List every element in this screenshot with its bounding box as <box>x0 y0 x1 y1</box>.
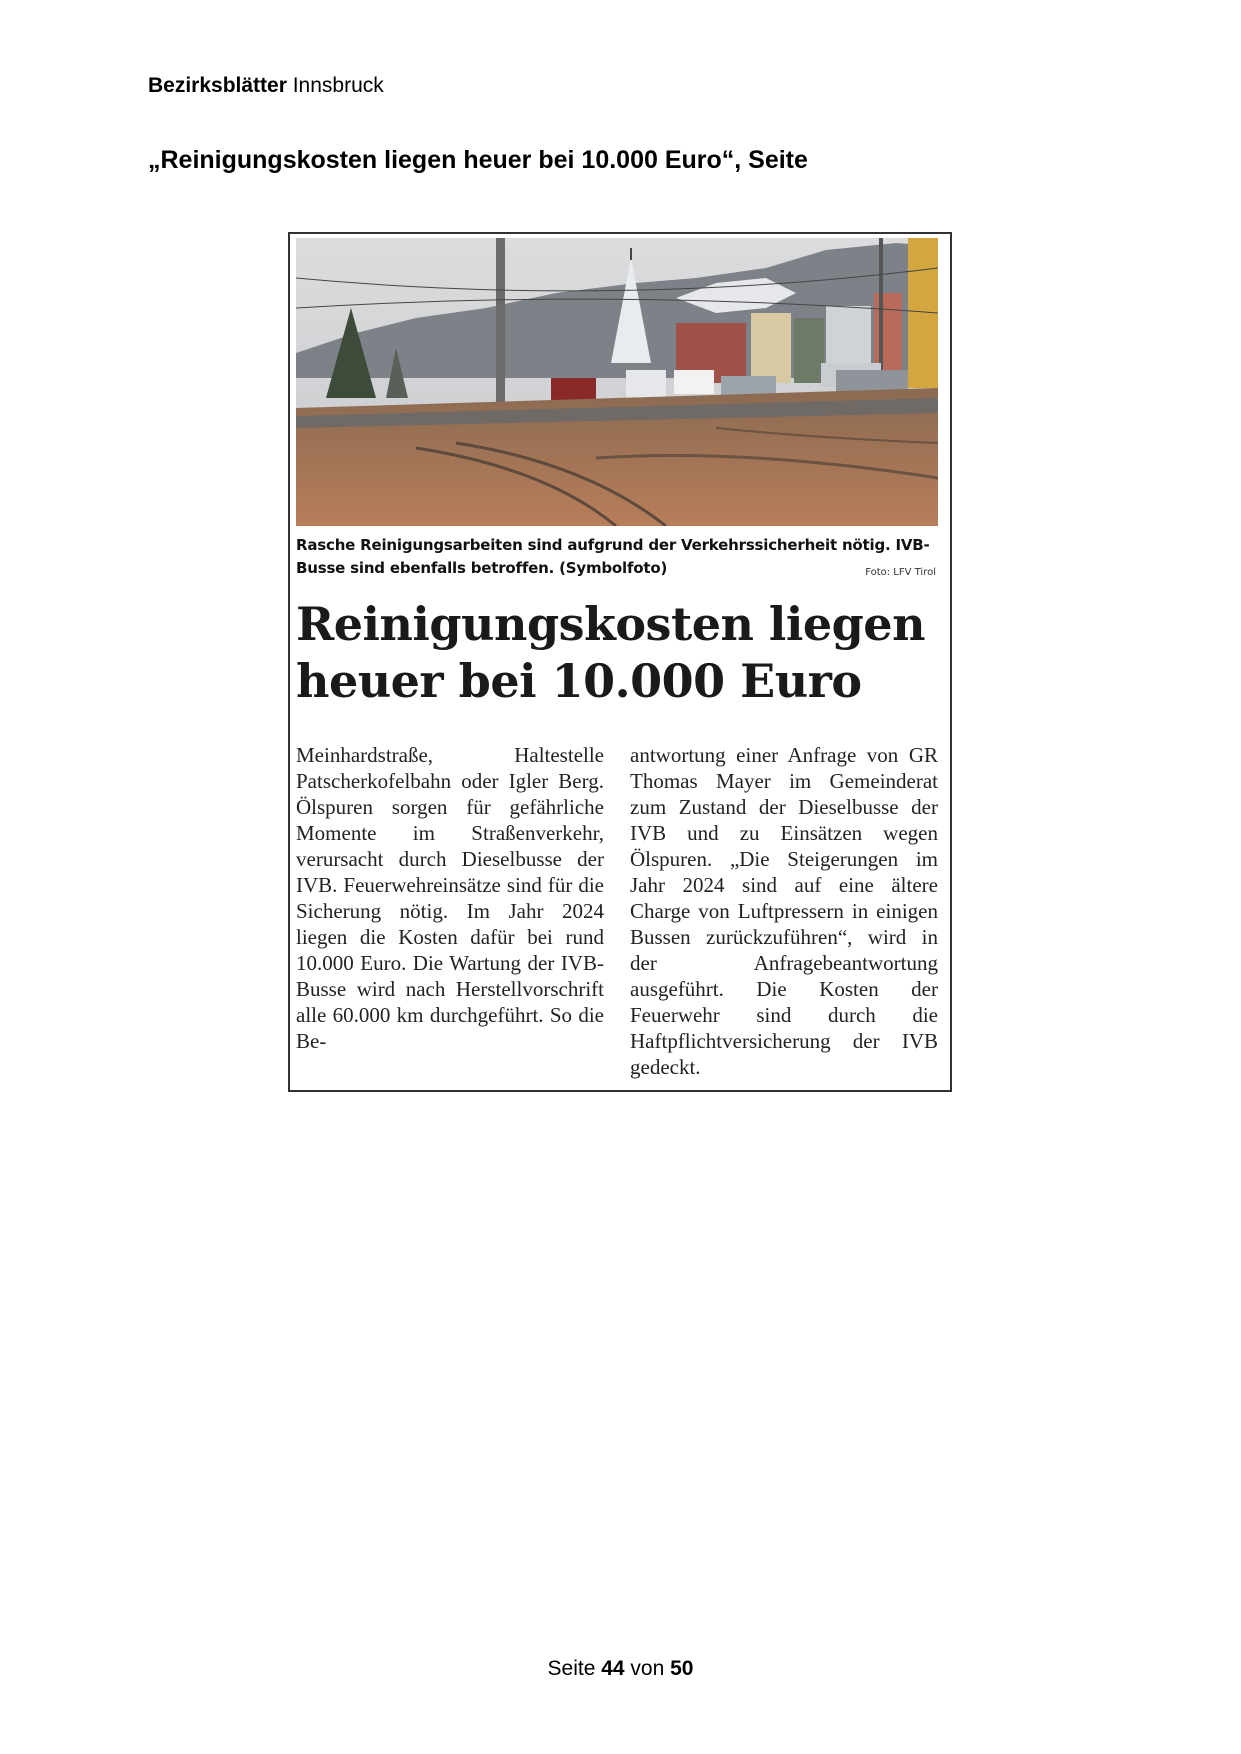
article-column-2: antwortung einer Anfrage von GR Thomas Mayer im Gemeinderat zum Zustand der Dieselbusse der IVB und zu Einsätzen wegen Ölspuren. „Die Steigerungen im Jahr 2024 sind auf eine ältere Charge von Luftpressern in einigen Bussen zurückzuführen“, wird in der Anfragebeantwortung ausgeführt. Die Kosten der Feuerwehr sind durch die Haftpflichtversicherung der IVB gedeckt. <box>630 743 938 1079</box>
page-total: 50 <box>670 1657 694 1680</box>
photo-caption: Rasche Reinigungsarbeiten sind aufgrund der Verkehrssicherheit nötig. IVB-Busse sind ebenfalls betroffen. (Symbolfoto) <box>296 536 930 577</box>
newspaper-clipping <box>288 232 952 1092</box>
footer-prefix: Seite <box>547 1657 602 1680</box>
footer-middle: von <box>624 1657 671 1680</box>
publication-name-rest: Innsbruck <box>286 74 384 97</box>
article-column-1: Meinhardstraße, Haltestelle Patscherkofelbahn oder Igler Berg. Ölspuren sorgen für gefährliche Momente im Straßenverkehr, verursacht durch Dieselbusse der IVB. Feuerwehreinsätze sind für die Sicherung nötig. Im Jahr 2024 liegen die Kosten dafür bei rund 10.000 Euro. Die Wartung der IVB-Busse wird nach Herstellvorschrift alle 60.000 km durchgeführt. So die Be- <box>296 743 604 1053</box>
article-photo <box>296 238 938 526</box>
page-footer <box>0 1657 1241 1681</box>
publication-name-bold: Bezirksblätter <box>148 74 287 97</box>
document-title: „Reinigungskosten liegen heuer bei 10.000 Euro“, Seite <box>148 146 808 174</box>
publication-name <box>148 74 384 98</box>
photo-credit: Foto: LFV Tirol <box>865 567 936 578</box>
page-number: 44 <box>601 1657 625 1680</box>
article-headline: Reinigungskosten liegen heuer bei 10.000 Euro <box>296 597 926 708</box>
